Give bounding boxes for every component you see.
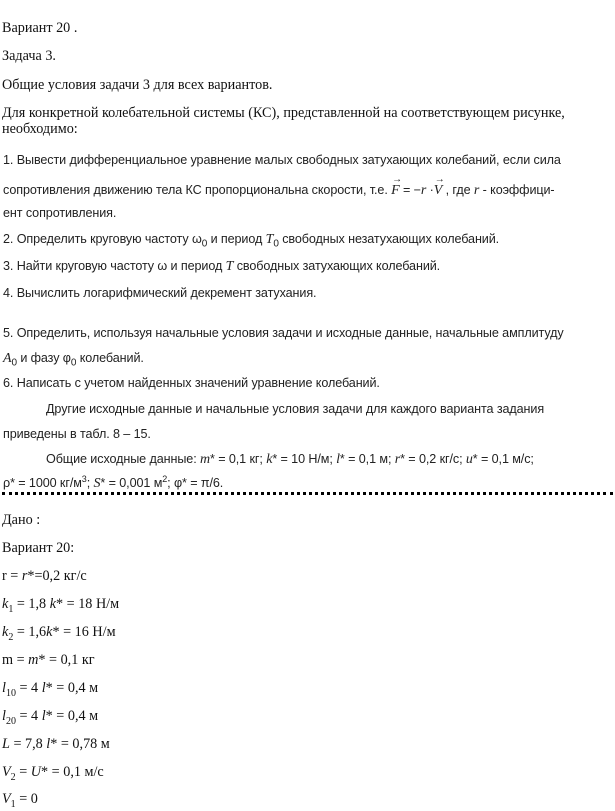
given-l10-sub: 10 (5, 687, 16, 699)
intro-line-2: необходимо: (2, 121, 78, 137)
formula-eq: = − (399, 183, 421, 197)
velocity-vector: → V (434, 182, 442, 200)
common-l-val: * = 0,1 м; (339, 452, 395, 466)
task-2-mid: и период (207, 232, 266, 246)
intro-line-1: Для конкретной колебательной системы (КС), представленной на соответствующем рисунке, (2, 105, 565, 121)
given-k2-post: * = 16 Н/м (52, 624, 116, 640)
formula-dot: · (426, 183, 434, 197)
task-2-pre: 2. Определить круговую частоту ω (3, 232, 202, 246)
given-k1 (2, 595, 119, 613)
given-k1-mid: = 1,8 (13, 596, 50, 612)
given-k2-mid: = 1,6 (13, 624, 47, 640)
variant-title: Вариант 20 . (2, 20, 78, 36)
given-l10-lvar: l (41, 680, 46, 696)
given-k1-post: * = 18 Н/м (56, 596, 120, 612)
task-1-line-c: ент сопротивления. (3, 206, 117, 220)
task-1-line-b (3, 181, 555, 200)
task-title: Задача 3. (2, 48, 56, 64)
common-r-val: * = 0,2 кг/с; (400, 452, 466, 466)
given-V2 (2, 763, 104, 781)
coef-text: - коэффици- (479, 183, 555, 197)
given-V2-sub: 2 (10, 771, 16, 783)
given-l20-sub: 20 (5, 715, 16, 727)
common-r: r (394, 452, 401, 467)
task-5-line-b (3, 349, 144, 368)
task-1-line-a: 1. Вывести дифференциальное уравнение малых свободных затухающих колебаний, если сила (3, 153, 561, 167)
given-r-post: *=0,2 кг/с (27, 568, 87, 584)
common-sep: ; (86, 476, 94, 490)
common-u-val: * = 0,1 м/с; (472, 452, 534, 466)
common-m-val: * = 0,1 кг; (210, 452, 267, 466)
task-6: 6. Написать с учетом найденных значений уравнение колебаний. (3, 376, 380, 390)
task-2-sub1: 0 (273, 238, 279, 250)
given-l20-lvar: l (41, 708, 46, 724)
given-l20-post: * = 0,4 м (45, 708, 99, 724)
task-5-A: A (3, 351, 12, 366)
common-u: u (465, 452, 473, 467)
other-data-line-2: приведены в табл. 8 – 15. (3, 427, 151, 441)
task-2-post: свободных незатухающих колебаний. (278, 232, 500, 246)
task-4: 4. Вычислить логарифмический декремент затухания. (3, 286, 317, 300)
given-V1-post: = 0 (15, 791, 38, 807)
given-L-post: * = 0,78 м (50, 736, 110, 752)
given-L-mid: = 7,8 (9, 736, 47, 752)
where-text: , где (442, 183, 474, 197)
task-2 (3, 230, 499, 249)
common-k-val: * = 10 Н/м; (272, 452, 337, 466)
common-phi: ; φ* = π/6. (167, 476, 224, 490)
common-k: k (266, 452, 273, 467)
given-k2-kvar: k (46, 624, 53, 640)
force-vector: → F (391, 182, 399, 200)
given-m-pre: m = (2, 652, 29, 668)
task-3-T: T (225, 259, 234, 274)
given-r (2, 567, 87, 585)
given-l20-mid: = 4 (15, 708, 42, 724)
given-m (2, 651, 95, 669)
given-l20 (2, 707, 98, 725)
task-3 (3, 257, 440, 276)
common-S-val: * = 0,001 м (100, 476, 163, 490)
given-V2-post: * = 0,1 м/с (41, 764, 104, 780)
given-V1-sub: 1 (10, 798, 16, 810)
other-data-line-1: Другие исходные данные и начальные условия задачи для каждого варианта задания (46, 402, 545, 416)
general-conditions-heading: Общие условия задачи 3 для всех вариантов. (2, 77, 273, 93)
given-l10 (2, 679, 98, 697)
common-l: l (336, 452, 340, 467)
given-V2-mid: = (15, 764, 31, 780)
task-5-mid: и фазу φ (16, 351, 71, 365)
given-k1-sub: 1 (8, 603, 14, 615)
formula-r: r (420, 183, 427, 198)
given-L-lvar: l (46, 736, 51, 752)
task-2-sub0: 0 (201, 238, 208, 250)
task-5-sub: 0 (11, 357, 17, 369)
common-S: S (93, 476, 101, 491)
given-k2-sub: 2 (8, 631, 14, 643)
common-S-sup: 2 (162, 473, 168, 484)
given-k2 (2, 623, 116, 641)
task-5-line-a: 5. Определить, используя начальные условия задачи и исходные данные, начальные амплитуду (3, 326, 564, 340)
common-m: m (200, 452, 211, 467)
given-r-var: r (21, 568, 28, 584)
given-V1-var: V (2, 791, 11, 807)
common-data-line-2 (3, 474, 223, 493)
task-5-sub2: 0 (70, 357, 77, 369)
task-5-post: колебаний. (76, 351, 144, 365)
given-L-var: L (2, 736, 10, 752)
common-label: Общие исходные данные: (46, 452, 200, 466)
given-L (2, 735, 110, 753)
given-k1-var: k (2, 596, 9, 612)
given-V2-uvar: U (30, 764, 42, 780)
task-2-T: T (265, 232, 274, 247)
given-V2-var: V (2, 764, 11, 780)
given-k1-kvar: k (49, 596, 57, 612)
given-V1 (2, 790, 38, 808)
given-l20-var: l (2, 708, 6, 724)
task-3-pre: 3. Найти круговую частоту ω и период (3, 259, 226, 273)
common-rho-sup: 3 (81, 473, 87, 484)
given-l10-post: * = 0,4 м (45, 680, 99, 696)
given-label: Дано : (2, 512, 41, 528)
given-l10-var: l (2, 680, 6, 696)
task-3-post: свободных затухающих колебаний. (233, 259, 441, 273)
where-r: r (473, 183, 480, 198)
given-m-post: * = 0,1 кг (38, 652, 95, 668)
given-r-pre: r = (2, 568, 22, 584)
given-m-var: m (28, 652, 39, 668)
dotted-divider (2, 492, 613, 495)
given-l10-mid: = 4 (15, 680, 42, 696)
given-variant: Вариант 20: (2, 540, 75, 556)
given-k2-var: k (2, 624, 9, 640)
task-1-text: сопротивления движению тела КС пропорциональна скорости, т.е. (3, 183, 388, 197)
common-rho: ρ* = 1000 кг/м (3, 476, 82, 490)
common-data-line-1 (46, 450, 534, 469)
